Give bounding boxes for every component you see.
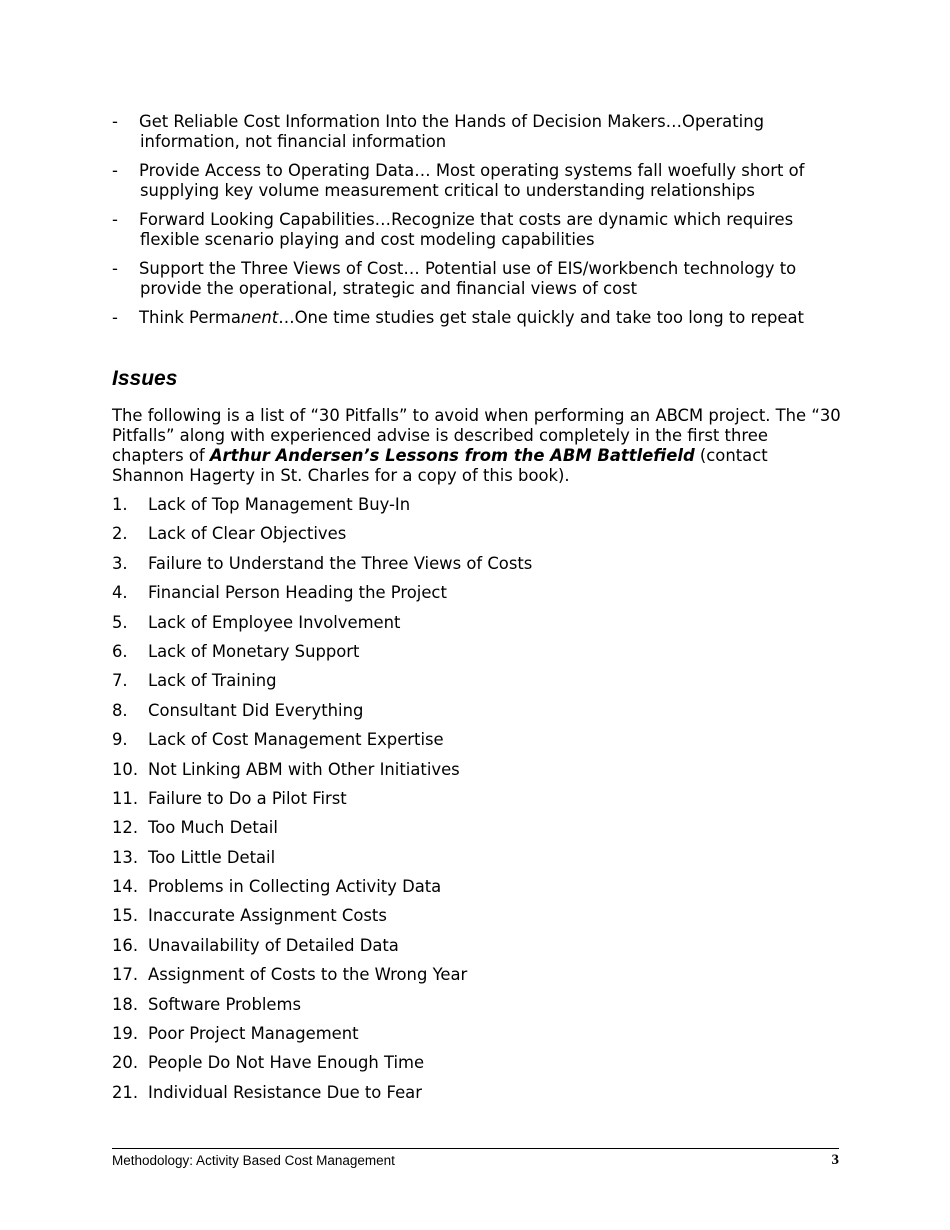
pitfalls-list (112, 495, 842, 1103)
list-item (112, 554, 842, 574)
item-number: 13. (112, 847, 139, 867)
list-item (112, 613, 842, 633)
bullet-item (112, 308, 842, 328)
item-text: Not Linking ABM with Other Initiatives (148, 759, 460, 779)
bullet-marker: - (112, 259, 118, 278)
item-number: 7. (112, 671, 128, 691)
bullet-text-start: Think Perma (139, 308, 241, 327)
list-item (112, 995, 842, 1015)
bullet-text-italic: nent (240, 308, 279, 327)
item-text: Failure to Understand the Three Views of Costs (148, 553, 533, 573)
intro-text-start: The following is a list of “30 Pitfalls” to avoid when performing an ABCM project. The “30 Pitfalls” along with experienced advise is described completely in the first three chapters of (112, 406, 841, 465)
item-number: 12. (112, 818, 139, 838)
bullet-item (112, 210, 842, 250)
item-text: Lack of Monetary Support (148, 641, 360, 661)
item-text: Lack of Training (148, 671, 277, 691)
list-item (112, 524, 842, 544)
bullet-item (112, 112, 842, 152)
list-item (112, 583, 842, 603)
list-item (112, 877, 842, 897)
list-item (112, 848, 842, 868)
list-item (112, 671, 842, 691)
item-number: 15. (112, 906, 139, 926)
bullet-text-end: …One time studies get stale quickly and take too long to repeat (278, 308, 804, 327)
item-text: People Do Not Have Enough Time (148, 1053, 425, 1073)
list-item (112, 906, 842, 926)
list-item (112, 818, 842, 838)
list-item (112, 1024, 842, 1044)
page-footer (112, 1148, 839, 1173)
item-number: 3. (112, 553, 128, 573)
item-number: 19. (112, 1024, 139, 1044)
list-item (112, 1053, 842, 1073)
bullet-marker: - (112, 112, 118, 131)
objectives-list (112, 112, 842, 328)
bullet-text: Provide Access to Operating Data… Most operating systems fall woefully short of supplying key volume measurement critical to understanding relationships (139, 161, 805, 200)
list-item (112, 789, 842, 809)
item-number: 11. (112, 788, 139, 808)
item-number: 14. (112, 877, 139, 897)
list-item (112, 936, 842, 956)
list-item (112, 965, 842, 985)
footer-title: Methodology: Activity Based Cost Management (112, 1153, 395, 1168)
item-text: Lack of Cost Management Expertise (148, 730, 444, 750)
item-number: 4. (112, 583, 128, 603)
book-title: Arthur Andersen’s Lessons from the ABM Battlefield (209, 446, 695, 465)
bullet-item (112, 259, 842, 299)
item-text: Software Problems (148, 994, 302, 1014)
item-text: Consultant Did Everything (148, 700, 364, 720)
item-text: Assignment of Costs to the Wrong Year (148, 965, 468, 985)
list-item (112, 701, 842, 721)
item-text: Failure to Do a Pilot First (148, 788, 347, 808)
intro-paragraph (112, 406, 842, 486)
item-text: Unavailability of Detailed Data (148, 935, 399, 955)
document-page (112, 112, 842, 1112)
item-text: Lack of Employee Involvement (148, 612, 401, 632)
bullet-marker: - (112, 161, 118, 180)
item-number: 1. (112, 495, 128, 514)
bullet-item (112, 161, 842, 201)
item-number: 18. (112, 994, 139, 1014)
item-text: Too Little Detail (148, 847, 276, 867)
bullet-text (140, 308, 842, 328)
item-number: 17. (112, 965, 139, 985)
item-number: 2. (112, 524, 128, 544)
item-number: 8. (112, 700, 128, 720)
item-text: Financial Person Heading the Project (148, 583, 447, 603)
item-text: Poor Project Management (148, 1024, 359, 1044)
item-number: 5. (112, 612, 128, 632)
item-text: Too Much Detail (148, 818, 278, 838)
item-number: 9. (112, 730, 128, 750)
list-item (112, 495, 842, 515)
list-item (112, 1083, 842, 1103)
bullet-text: Get Reliable Cost Information Into the Hands of Decision Makers…Operating information, not financial information (139, 112, 764, 151)
item-number: 20. (112, 1053, 139, 1073)
item-text: Lack of Clear Objectives (148, 524, 347, 544)
bullet-marker: - (112, 210, 118, 229)
item-text: Lack of Top Management Buy-In (148, 495, 411, 514)
item-text: Inaccurate Assignment Costs (148, 906, 387, 926)
item-text: Individual Resistance Due to Fear (148, 1082, 422, 1102)
item-text: Problems in Collecting Activity Data (148, 877, 442, 897)
page-number: 3 (831, 1152, 839, 1168)
item-number: 6. (112, 641, 128, 661)
intro-text-end: (contact Shannon Hagerty in St. Charles for a copy of this book). (112, 446, 768, 485)
section-heading-issues: Issues (112, 367, 178, 390)
bullet-marker: - (112, 308, 118, 327)
bullet-text: Support the Three Views of Cost… Potential use of EIS/workbench technology to provide the operational, strategic and financial views of cost (139, 259, 797, 298)
item-number: 16. (112, 935, 139, 955)
list-item (112, 642, 842, 662)
item-number: 21. (112, 1082, 139, 1102)
list-item (112, 730, 842, 750)
bullet-text: Forward Looking Capabilities…Recognize that costs are dynamic which requires flexible scenario playing and cost modeling capabilities (139, 210, 794, 249)
list-item (112, 760, 842, 780)
item-number: 10. (112, 759, 139, 779)
